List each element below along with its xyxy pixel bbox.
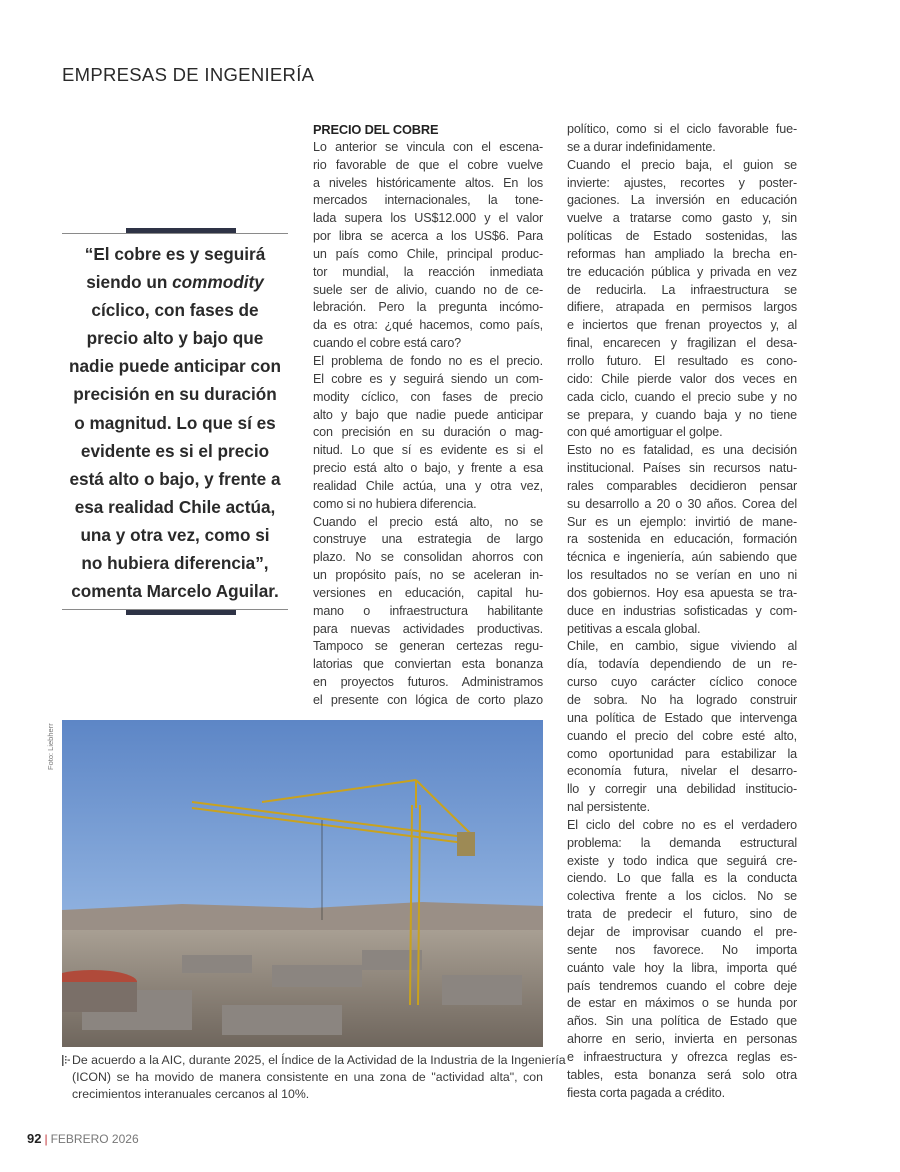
quote-line: esa realidad Chile actúa, bbox=[74, 496, 276, 517]
text-line: latorias que conviertan esta bonanza bbox=[313, 657, 543, 672]
text-line: precio está alto o bajo, y frente a esa bbox=[313, 461, 543, 476]
text-line: El ciclo del cobre no es el verdadero bbox=[567, 817, 797, 832]
text-line: problema: la demanda estructural bbox=[567, 835, 797, 850]
text-line: cuando el cobre está caro? bbox=[313, 336, 462, 351]
text-line: vuelve a tratarse como gasto y, sin bbox=[567, 211, 797, 226]
text-line: los resultados no se verían en uno ni bbox=[567, 568, 797, 583]
text-line: país tendremos cuando el cobre deje bbox=[567, 978, 797, 993]
text-line: cuánto vale hoy la libra, importa qué bbox=[567, 960, 797, 975]
caption-line: crecimientos interanuales cercanos al 10%. bbox=[72, 1087, 310, 1101]
text-line: políticas de Estado sostenidas, las bbox=[567, 229, 797, 244]
paragraph bbox=[567, 442, 797, 638]
paragraph bbox=[567, 817, 797, 1103]
quote-attribution: comenta Marcelo Aguilar. bbox=[71, 581, 279, 602]
text-line: ciendo. Lo que falla es la conducta bbox=[567, 871, 797, 886]
page-footer bbox=[27, 1131, 139, 1146]
text-line: modity cíclico, con fases de precio bbox=[313, 389, 543, 404]
quote-line-part: siendo un bbox=[86, 272, 173, 293]
text-line: Chile, en cambio, sigue viviendo al bbox=[567, 639, 797, 654]
text-line: una política de Estado que intervenga bbox=[567, 710, 797, 725]
text-line: su desarrollo a 20 o 30 años. Corea del bbox=[567, 496, 797, 511]
quote-line: una y otra vez, como si bbox=[80, 524, 270, 545]
text-line: colectiva frente a los ciclos. No se bbox=[567, 889, 797, 904]
quote-line: no hubiera diferencia”, bbox=[81, 553, 269, 574]
text-line: e infraestructura y ofrezca reglas es- bbox=[567, 1049, 797, 1064]
article-column-2 bbox=[313, 121, 543, 710]
text-line: construye una estrategia de largo bbox=[313, 532, 543, 547]
quote-line bbox=[62, 268, 288, 296]
caption-line: De acuerdo a la AIC, durante 2025, el Índice de la Actividad de la Industria de la Ingeniería bbox=[72, 1053, 566, 1067]
text-line: dos gobiernos. Hoy esa apuesta se tra- bbox=[567, 585, 797, 600]
text-line: reformas han ampliado la brecha en- bbox=[567, 246, 797, 261]
text-line: un país como Chile, principal produc- bbox=[313, 246, 543, 261]
text-line: de estar en máximos o se hunda por bbox=[567, 996, 797, 1011]
text-line: ra sostenida en educación, formación bbox=[567, 532, 797, 547]
text-line: como si no hubiera diferencia. bbox=[313, 496, 477, 511]
text-line: de sobra. No ha logrado construir bbox=[567, 693, 797, 707]
text-line: rrollo futuro. El resultado es cono- bbox=[567, 353, 797, 368]
text-line: con qué amortiguar el golpe. bbox=[567, 425, 723, 440]
quote-line: “El cobre es y seguirá bbox=[84, 244, 266, 264]
text-line: día, todavía dependiendo de un re- bbox=[567, 657, 797, 672]
text-line: tre educación pública y privada en vez bbox=[567, 264, 797, 279]
text-line: Esto no es fatalidad, es una decisión bbox=[567, 443, 797, 458]
quote-text bbox=[62, 234, 288, 609]
text-line: nal persistente. bbox=[567, 800, 651, 815]
quote-line: está alto o bajo, y frente a bbox=[69, 468, 281, 489]
paragraph bbox=[567, 638, 797, 816]
text-line: e inciertos que frenan proyectos y, al bbox=[567, 318, 797, 333]
caption-line: (ICON) se ha movido de manera consistente en una zona de "actividad alta", con bbox=[72, 1070, 543, 1084]
text-line: Lo anterior se vincula con el escena- bbox=[313, 139, 543, 154]
paragraph bbox=[567, 121, 797, 157]
crane-construction-photo bbox=[62, 720, 543, 1047]
text-line: cuando el precio del cobre esté alto, bbox=[567, 728, 797, 743]
text-line: gaciones. La inversión en educación bbox=[567, 193, 797, 208]
photo-caption bbox=[62, 1052, 566, 1103]
quote-line: evidente es si el precio bbox=[80, 440, 270, 461]
text-line: por libra se acerca a los US$6. Para bbox=[313, 229, 543, 244]
text-line: se a durar indefinidamente. bbox=[567, 139, 716, 154]
pull-quote bbox=[62, 228, 288, 615]
paragraph bbox=[313, 514, 543, 710]
text-line: institucional. Países sin recursos natu- bbox=[567, 461, 797, 476]
text-line: final, encarecen y fragilizan el desa- bbox=[567, 336, 797, 351]
text-line: petitivas a escala global. bbox=[567, 621, 701, 636]
text-line: rio favorable de que el cobre vuelve bbox=[313, 157, 543, 172]
paragraph bbox=[313, 353, 543, 514]
text-line: suele ser de alivio, cuando no de ce- bbox=[313, 282, 543, 297]
photo-illustration bbox=[62, 720, 543, 1047]
text-line: plazo. No se consolidan ahorros con bbox=[313, 550, 543, 565]
text-line: lada supera los US$12.000 y el valor bbox=[313, 211, 543, 226]
text-line: en proyectos futuros. Administramos bbox=[313, 675, 543, 690]
text-line: ahorre en serio, invierta en personas bbox=[567, 1032, 797, 1047]
text-line: como oportunidad para estabilizar la bbox=[567, 746, 797, 761]
text-line: Cuando el precio está alto, no se bbox=[313, 514, 543, 529]
footer-separator: | bbox=[44, 1132, 48, 1146]
article-column-3 bbox=[567, 121, 797, 1102]
text-line: sente nos favorece. No importa bbox=[567, 942, 797, 957]
quote-line: cíclico, con fases de bbox=[91, 300, 259, 321]
column-3-body bbox=[567, 121, 797, 1102]
quote-emphasis: commodity bbox=[172, 272, 264, 293]
quote-line: precisión en su duración bbox=[73, 384, 277, 405]
text-line: lebración. Pero la pregunta incómo- bbox=[313, 300, 543, 315]
text-line: versiones en educación, capital hu- bbox=[313, 585, 543, 600]
text-line: tor mundial, la reacción inmediata bbox=[313, 264, 543, 279]
text-line: difiere, atrapada en permisos largos bbox=[567, 300, 797, 315]
text-line: duce en industrias sofisticadas y com- bbox=[567, 603, 797, 618]
quote-line: nadie puede anticipar con bbox=[68, 356, 282, 377]
text-line: rales comparables decidieron pensar bbox=[567, 478, 797, 493]
text-line: curso cuyo carácter cíclico conoce bbox=[567, 675, 797, 690]
text-line: cido: Chile pierde valor dos veces en bbox=[567, 371, 797, 386]
text-line: alto y bajo que nadie puede anticipar bbox=[313, 407, 543, 422]
text-line: Cuando el precio baja, el guion se bbox=[567, 157, 797, 172]
text-line: mano o infraestructura habilitante bbox=[313, 603, 543, 618]
section-title: EMPRESAS DE INGENIERÍA bbox=[62, 64, 315, 85]
text-line: invierte: ajustes, recortes y poster- bbox=[567, 175, 797, 190]
text-line: mercados internacionales, la tone- bbox=[313, 193, 543, 208]
text-line: político, como si el ciclo favorable fue- bbox=[567, 122, 797, 136]
text-line: para nuevas actividades productivas. bbox=[313, 621, 543, 636]
text-line: técnica e ingeniería, aún sabiendo que bbox=[567, 550, 797, 565]
text-line: de reducirla. La infraestructura se bbox=[567, 282, 797, 297]
text-line: cada ciclo, cuando el precio sube y no bbox=[567, 389, 797, 404]
quote-line: o magnitud. Lo que sí es bbox=[74, 412, 276, 433]
text-line: existe y todo indica que seguirá cre- bbox=[567, 853, 797, 868]
text-line: se prepara, y cuando baja y no tiene bbox=[567, 407, 797, 422]
text-line: dejar de improvisar cuando el pre- bbox=[567, 924, 797, 939]
text-line: trata de predecir el futuro, sino de bbox=[567, 907, 797, 922]
text-line: fiesta corta pagada a crédito. bbox=[567, 1085, 725, 1100]
text-line: economía futura, nivelar el desarro- bbox=[567, 764, 797, 779]
page-number: 92 bbox=[27, 1131, 42, 1146]
text-line: a niveles históricamente altos. En los bbox=[313, 175, 543, 190]
text-line: el presente con lógica de corto plazo bbox=[313, 693, 543, 707]
photo-credit: Foto: Liebherr bbox=[46, 723, 55, 770]
subheading: PRECIO DEL COBRE bbox=[313, 122, 439, 137]
quote-bottom-bar bbox=[126, 610, 236, 615]
caption-marker-icon bbox=[62, 1055, 70, 1066]
text-line: un propósito país, no se aceleran in- bbox=[313, 568, 543, 583]
paragraph bbox=[313, 139, 543, 353]
text-line: da es otra: ¿qué hacemos, como país, bbox=[313, 318, 543, 333]
text-line: El problema de fondo no es el precio. bbox=[313, 353, 543, 368]
quote-line: precio alto y bajo que bbox=[86, 328, 264, 349]
text-line: El cobre es y seguirá siendo un com- bbox=[313, 371, 543, 386]
text-line: nitud. Lo que sí es evidente es si el bbox=[313, 443, 543, 458]
text-line: realidad Chile actúa, una y otra vez, bbox=[313, 478, 543, 493]
text-line: llo y corregir una debilidad institucio- bbox=[567, 782, 797, 797]
text-line: años. Sin una política de Estado que bbox=[567, 1014, 797, 1029]
text-line: tables, esta bonanza será solo otra bbox=[567, 1067, 797, 1082]
text-line: Tampoco se generan certezas regu- bbox=[313, 639, 543, 654]
text-line: con precisión en su duración o mag- bbox=[313, 425, 543, 440]
paragraph bbox=[567, 157, 797, 443]
text-line: Sur es un ejemplo: invirtió de mane- bbox=[567, 514, 797, 529]
column-2-body bbox=[313, 139, 543, 710]
issue-date: FEBRERO 2026 bbox=[50, 1132, 139, 1146]
